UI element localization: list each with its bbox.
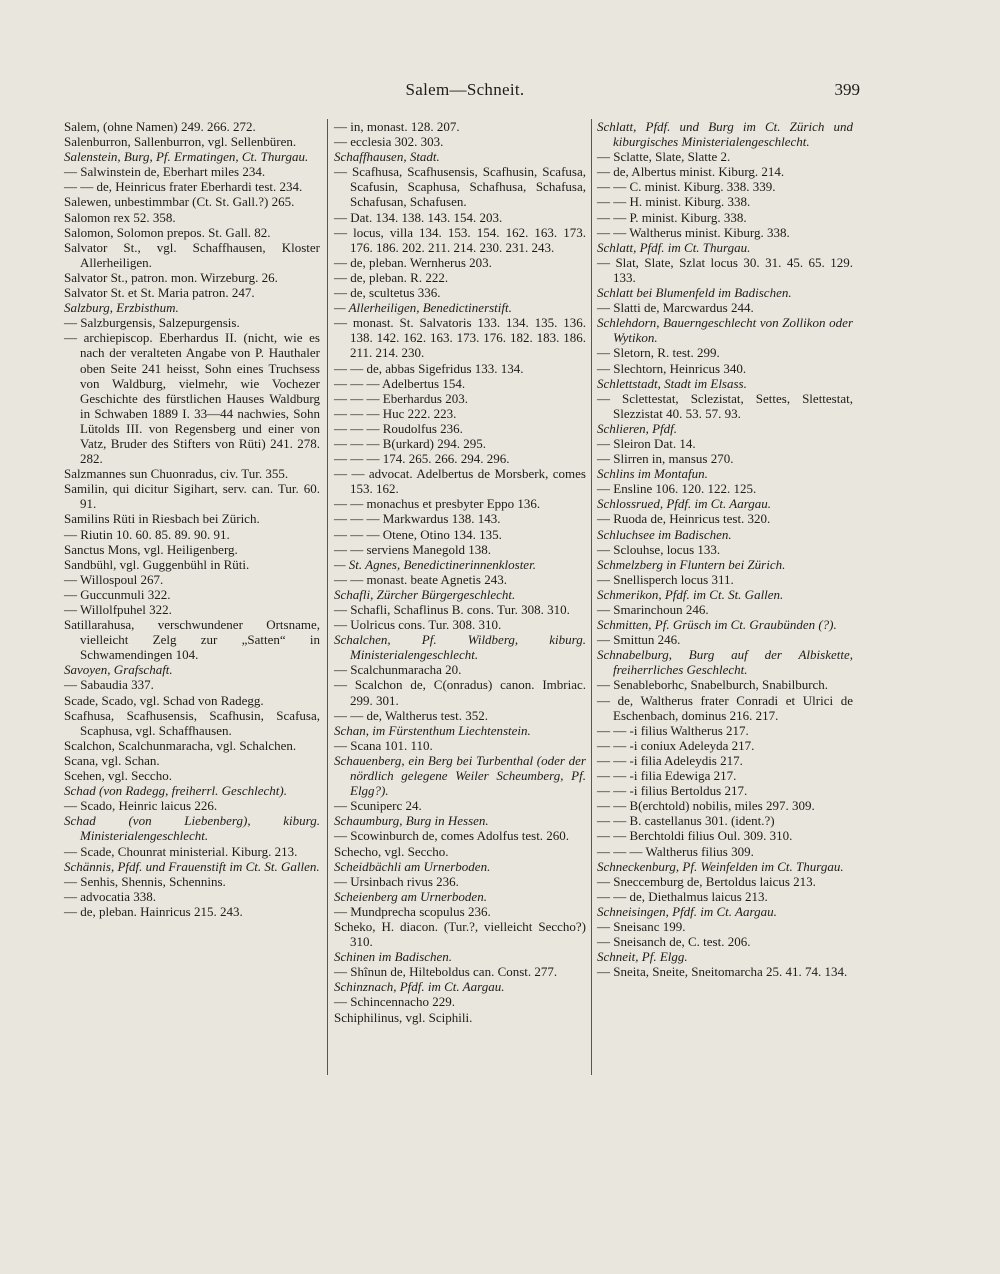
index-entry [334, 904, 586, 919]
entry-heading: Schlossrued, Pfdf. im Ct. Aargau. [597, 496, 772, 512]
index-entry [334, 1010, 586, 1025]
entry-text: — Ursinbach rivus 236. [334, 873, 459, 889]
index-entry [334, 587, 586, 602]
index-entry [334, 874, 586, 889]
index-entry [64, 677, 320, 692]
index-entry [597, 647, 853, 677]
entry-text: — Ensline 106. 120. 122. 125. [597, 481, 757, 497]
entry-text: — in, monast. 128. 207. [334, 119, 460, 134]
index-entry [334, 134, 586, 149]
index-entry [334, 723, 586, 738]
entry-text: — — de, Waltherus test. 352. [334, 707, 488, 723]
index-entry [64, 587, 320, 602]
index-entry [334, 315, 586, 360]
index-entry [597, 481, 853, 496]
entry-heading: Schneit, Pf. Elgg. [597, 949, 688, 965]
index-entry [597, 859, 853, 874]
index-entry [597, 934, 853, 949]
entry-heading: Schluchsee im Badischen. [597, 526, 732, 542]
index-entry [597, 602, 853, 617]
index-entry [64, 798, 320, 813]
entry-heading: Salenstein, Burg, Pf. Ermatingen, Ct. Thurgau. [64, 149, 309, 165]
entry-heading: Schmitten, Pf. Grüsch im Ct. Graubünden (?). [597, 617, 837, 633]
index-entry [64, 753, 320, 768]
index-entry [64, 768, 320, 783]
entry-heading: Schan, im Fürstenthum Liechtenstein. [334, 722, 531, 738]
entry-text: — — -i filius Waltherus 217. [597, 722, 749, 738]
index-entry [334, 436, 586, 451]
index-entry [597, 511, 853, 526]
index-entry [334, 496, 586, 511]
entry-text: Salvator St. et St. Maria patron. 247. [64, 285, 255, 301]
entry-text: Salvator St., patron. mon. Wirzeburg. 26. [64, 269, 278, 285]
entry-text: Satillarahusa, verschwundener Ortsname, vielleicht Zelg zur „Satten“ in Schwamendingen 104. [64, 617, 320, 663]
entry-text: — — advocat. Adelbertus de Morsberk, comes 153. 162. [334, 466, 586, 497]
entry-text: — Senableborhc, Snabelburch, Snabilburch. [597, 677, 829, 693]
index-entry [64, 889, 320, 904]
entry-text: — Smarinchoun 246. [597, 602, 709, 617]
entry-heading: Savoyen, Grafschaft. [64, 662, 173, 678]
entry-heading: Schalchen, Pf. Wildberg, kiburg. Ministerialengeschlecht. [334, 632, 586, 663]
entry-text: Scafhusa, Scafhusensis, Scafhusin, Scafusa, Scaphusa, vgl. Schaffhausen. [64, 707, 320, 738]
entry-text: — Scalchunmaracha 20. [334, 662, 462, 678]
index-entry [64, 270, 320, 285]
index-entry [64, 542, 320, 557]
entry-heading: Schauenberg, ein Berg bei Turbenthal (oder der nördlich gelegene Weiler Scheumberg, Pf. Elgg?). [334, 752, 586, 799]
index-entry [597, 391, 853, 421]
index-entry [597, 813, 853, 828]
entry-text: — Scafhusa, Scafhusensis, Scafhusin, Scafusa, Scafusin, Scaphusa, Schafhusa, Schafusa, Schafusan, Schafusen. [334, 164, 586, 210]
entry-text: Scana, vgl. Schan. [64, 752, 160, 768]
index-entry [334, 511, 586, 526]
index-entry [64, 662, 320, 677]
index-entry [597, 828, 853, 843]
index-entry [334, 753, 586, 798]
index-entry [597, 738, 853, 753]
entry-text: Sandbühl, vgl. Guggenbühl in Rüti. [64, 556, 250, 572]
index-entry [64, 164, 320, 179]
column-right [597, 119, 853, 979]
entry-text: — Schincennacho 229. [334, 994, 455, 1010]
index-entry [597, 210, 853, 225]
index-entry [334, 617, 586, 632]
index-entry [597, 693, 853, 723]
entry-heading: Schmerikon, Pfdf. im Ct. St. Gallen. [597, 586, 784, 602]
index-entry [64, 134, 320, 149]
entry-heading: Schmelzberg in Fluntern bei Zürich. [597, 556, 786, 572]
index-entry [597, 164, 853, 179]
entry-text: — — serviens Manegold 138. [334, 541, 492, 557]
entry-text: — ecclesia 302. 303. [334, 134, 444, 150]
index-entry [597, 149, 853, 164]
index-entry [597, 361, 853, 376]
entry-text: — Smittun 246. [597, 632, 681, 648]
entry-heading: — St. Agnes, Benedictinerinnenkloster. [334, 556, 536, 572]
index-entry [597, 632, 853, 647]
index-entry [597, 677, 853, 692]
entry-text: — Scade, Chounrat ministerial. Kiburg. 213. [64, 843, 298, 859]
index-entry [334, 164, 586, 209]
entry-text: — — Berchtoldi filius Oul. 309. 310. [597, 828, 793, 844]
index-entry [334, 632, 586, 662]
entry-text: — Willolfpuhel 322. [64, 602, 172, 617]
entry-heading: Schad (von Liebenberg), kiburg. Ministerialengeschlecht. [64, 813, 320, 844]
entry-text: — — B(erchtold) nobilis, miles 297. 309. [597, 798, 815, 814]
index-entry [334, 859, 586, 874]
entry-text: — — -i filia Adeleydis 217. [597, 752, 743, 768]
entry-text: — Sneita, Sneite, Sneitomarcha 25. 41. 74. 134. [597, 964, 848, 980]
entry-text: — Sclettestat, Sclezistat, Settes, Slettestat, Slezzistat 40. 53. 57. 93. [597, 390, 853, 421]
entry-heading: Schännis, Pfdf. und Frauenstift im Ct. St. Gallen. [64, 858, 320, 874]
entry-text: — — P. minist. Kiburg. 338. [597, 209, 747, 225]
index-entry [334, 270, 586, 285]
index-entry [64, 693, 320, 708]
index-entry [597, 572, 853, 587]
index-entry [597, 904, 853, 919]
entry-text: — Sneisanc 199. [597, 918, 686, 934]
index-entry [597, 557, 853, 572]
index-entry [334, 300, 586, 315]
index-entry [597, 315, 853, 345]
running-head [0, 80, 1000, 104]
entry-heading: Schneckenburg, Pf. Weinfelden im Ct. Thurgau. [597, 858, 844, 874]
index-entry [334, 285, 586, 300]
entry-heading: Salzburg, Erzbisthum. [64, 300, 179, 316]
entry-text: — Sclatte, Slate, Slatte 2. [597, 149, 731, 165]
index-entry [597, 194, 853, 209]
entry-text: — Snellisperch locus 311. [597, 571, 734, 587]
entry-text: Samilin, qui dicitur Sigihart, serv. can. Tur. 60. 91. [64, 481, 320, 512]
entry-text: — — -i coniux Adeleyda 217. [597, 737, 755, 753]
index-entry [334, 119, 586, 134]
entry-text: Salvator St., vgl. Schaffhausen, Kloster Allerheiligen. [64, 239, 320, 270]
index-entry [64, 904, 320, 919]
index-entry [64, 527, 320, 542]
index-entry [334, 451, 586, 466]
entry-heading: Scheienberg am Urnerboden. [334, 888, 487, 904]
entry-text: — Shînun de, Hilteboldus can. Const. 277. [334, 964, 558, 980]
entry-text: — — H. minist. Kiburg. 338. [597, 194, 751, 210]
index-entry [64, 602, 320, 617]
entry-heading: Schneisingen, Pfdf. im Ct. Aargau. [597, 903, 777, 919]
entry-text: — Scalchon de, C(onradus) canon. Imbriac. 299. 301. [334, 677, 586, 708]
entry-text: — Scana 101. 110. [334, 737, 433, 753]
index-entry [597, 119, 853, 149]
entry-heading: Schinen im Badischen. [334, 949, 453, 965]
column-left [64, 119, 320, 919]
entry-text: — de, pleban. Wernherus 203. [334, 254, 492, 270]
entry-text: Salomon rex 52. 358. [64, 209, 176, 225]
entry-text: — — — Roudolfus 236. [334, 420, 463, 436]
index-entry [64, 708, 320, 738]
entry-text: Salewen, unbestimmbar (Ct. St. Gall.?) 265. [64, 194, 295, 210]
index-entry [334, 376, 586, 391]
index-entry [597, 225, 853, 240]
index-entry [64, 859, 320, 874]
index-entry [334, 964, 586, 979]
entry-heading: Scheidbächli am Urnerboden. [334, 858, 491, 874]
entry-heading: Schlieren, Pfdf. [597, 420, 678, 436]
index-entry [334, 889, 586, 904]
index-entry [597, 496, 853, 511]
index-entry [334, 421, 586, 436]
entry-text: — — — Otene, Otino 134. 135. [334, 526, 502, 542]
entry-text: — Slirren in, mansus 270. [597, 451, 734, 467]
entry-text: — — B. castellanus 301. (ident.?) [597, 813, 775, 829]
index-entry [64, 874, 320, 889]
entry-text: — Scowinburch de, comes Adolfus test. 260. [334, 828, 570, 844]
index-entry [597, 587, 853, 602]
entry-text: — Sleiron Dat. 14. [597, 435, 696, 451]
entry-heading: Schlettstadt, Stadt im Elsass. [597, 375, 747, 391]
entry-text: — Guccunmuli 322. [64, 586, 171, 602]
entry-text: — — — Markwardus 138. 143. [334, 511, 501, 527]
index-entry [64, 240, 320, 270]
entry-text: Salomon, Solomon prepos. St. Gall. 82. [64, 224, 271, 240]
index-entry [334, 708, 586, 723]
entry-text: — Willospoul 267. [64, 571, 164, 587]
index-entry [64, 844, 320, 859]
index-entry [64, 285, 320, 300]
index-entry [597, 436, 853, 451]
entry-text: — Salzburgensis, Salzepurgensis. [64, 315, 240, 331]
entry-text: — — -i filius Bertoldus 217. [597, 783, 748, 799]
entry-heading: Schaffhausen, Stadt. [334, 149, 440, 165]
entry-text: — — de, Heinricus frater Eberhardi test. 234. [64, 179, 303, 195]
index-entry [334, 738, 586, 753]
entry-text: — — -i filia Edewiga 217. [597, 768, 737, 784]
index-entry [597, 466, 853, 481]
entry-text: — Scado, Heinric laicus 226. [64, 798, 218, 814]
index-entry [64, 783, 320, 798]
index-entry [334, 949, 586, 964]
index-entry [334, 466, 586, 496]
index-entry [64, 466, 320, 481]
index-entry [597, 542, 853, 557]
index-entry [64, 210, 320, 225]
index-entry [334, 225, 586, 255]
entry-text: — Uolricus cons. Tur. 308. 310. [334, 617, 502, 633]
entry-text: — — monast. beate Agnetis 243. [334, 571, 507, 587]
index-entry [597, 798, 853, 813]
index-entry [334, 979, 586, 994]
index-entry [64, 813, 320, 843]
entry-text: — Sclouhse, locus 133. [597, 541, 721, 557]
index-entry [64, 149, 320, 164]
entry-text: — — — B(urkard) 294. 295. [334, 435, 487, 451]
entry-text: — archiepiscop. Eberhardus II. (nicht, wie es nach der veralteten Angabe von P. Hauthaler oben Seite 241 heisst, Sohn eines Truchsess von Waldburg, vielmehr, wie Vochezer Geschichte des fürstlichen Hauses Waldburg in Schwaben 1889 I. 33—44 nachwies, Sohn Lütolds III. von Regensberg und einer von Vatz, Bruder des Stifters von Rüti) 241. 278. 282. [64, 330, 320, 467]
index-entry [334, 994, 586, 1009]
entry-heading: Schlins im Montafun. [597, 466, 708, 482]
entry-text: — Dat. 134. 138. 143. 154. 203. [334, 209, 503, 225]
entry-text: Salzmannes sun Chuonradus, civ. Tur. 355. [64, 466, 289, 482]
index-entry [334, 677, 586, 707]
entry-text: — Mundprecha scopulus 236. [334, 903, 491, 919]
index-entry [334, 798, 586, 813]
entry-text: — de, pleban. R. 222. [334, 269, 449, 285]
index-entry [64, 572, 320, 587]
index-entry [597, 255, 853, 285]
index-entry [64, 119, 320, 134]
entry-text: — — de, abbas Sigefridus 133. 134. [334, 360, 524, 376]
index-entry [334, 527, 586, 542]
entry-text: Scade, Scado, vgl. Schad von Radegg. [64, 692, 264, 708]
index-entry [64, 179, 320, 194]
entry-text: — — — 174. 265. 266. 294. 296. [334, 451, 510, 467]
entry-text: — Sletorn, R. test. 299. [597, 345, 720, 361]
index-entry [334, 813, 586, 828]
running-title: Salem—Schneit. [405, 80, 525, 99]
entry-heading: Schafli, Zürcher Bürgergeschlecht. [334, 586, 516, 602]
entry-text: — — C. minist. Kiburg. 338. 339. [597, 179, 776, 195]
index-entry [334, 255, 586, 270]
entry-text: Scheko, H. diacon. (Tur.?, vielleicht Seccho?) 310. [334, 918, 586, 950]
entry-text: — — — Waltherus filius 309. [597, 843, 754, 859]
entry-text: Salenburron, Sallenburron, vgl. Sellenbüren. [64, 134, 297, 150]
index-entry [334, 828, 586, 843]
index-entry [597, 285, 853, 300]
entry-heading: Schnabelburg, Burg auf der Albiskette, freiherrliches Geschlecht. [597, 647, 853, 678]
entry-text: Schecho, vgl. Seccho. [334, 843, 449, 859]
index-entry [597, 345, 853, 360]
entry-text: — de, pleban. Hainricus 215. 243. [64, 903, 243, 919]
entry-heading: Schlatt bei Blumenfeld im Badischen. [597, 285, 792, 301]
entry-text: — de, Waltherus frater Conradi et Ulrici de Eschenbach, dominus 216. 217. [597, 692, 853, 723]
entry-text: — Scuniperc 24. [334, 798, 422, 814]
entry-text: — advocatia 338. [64, 888, 157, 904]
index-entry [334, 210, 586, 225]
index-entry [64, 557, 320, 572]
index-entry [597, 527, 853, 542]
index-entry [597, 964, 853, 979]
entry-text: — Sneisanch de, C. test. 206. [597, 934, 751, 950]
entry-heading: Schlatt, Pfdf. im Ct. Thurgau. [597, 239, 751, 255]
entry-text: Salem, (ohne Namen) 249. 266. 272. [64, 119, 256, 134]
entry-text: — Sabaudia 337. [64, 677, 154, 693]
entry-text: — Sneccemburg de, Bertoldus laicus 213. [597, 873, 816, 889]
index-entry [334, 662, 586, 677]
entry-text: — Slechtorn, Heinricus 340. [597, 360, 747, 376]
index-entry [597, 844, 853, 859]
page-number: 399 [834, 80, 860, 99]
index-entry [334, 572, 586, 587]
entry-heading: Schaumburg, Burg in Hessen. [334, 813, 489, 829]
index-entry [64, 194, 320, 209]
index-entry [64, 738, 320, 753]
index-entry [64, 225, 320, 240]
index-entry [64, 511, 320, 526]
index-entry [597, 768, 853, 783]
entry-text: Schiphilinus, vgl. Sciphili. [334, 1009, 473, 1025]
entry-text: Samilins Rüti in Riesbach bei Zürich. [64, 511, 260, 527]
index-entry [334, 602, 586, 617]
index-entry [597, 240, 853, 255]
index-entry [597, 451, 853, 466]
entry-text: — — — Huc 222. 223. [334, 405, 457, 421]
entry-heading: Schad (von Radegg, freiherrl. Geschlecht). [64, 783, 287, 799]
index-entry [334, 391, 586, 406]
entry-text: — — monachus et presbyter Eppo 136. [334, 496, 541, 512]
entry-text: — — — Eberhardus 203. [334, 390, 468, 406]
index-entry [64, 315, 320, 330]
index-entry [597, 421, 853, 436]
index-entry [64, 481, 320, 511]
index-entry [334, 406, 586, 421]
index-entry [334, 542, 586, 557]
entry-text: — — Waltherus minist. Kiburg. 338. [597, 224, 790, 240]
index-entry [597, 179, 853, 194]
entry-text: — Salwinstein de, Eberhart miles 234. [64, 164, 266, 180]
entry-heading: Schlatt, Pfdf. und Burg im Ct. Zürich und kiburgisches Ministerialengeschlecht. [597, 119, 853, 150]
entry-text: — Schafli, Schaflinus B. cons. Tur. 308. 310. [334, 602, 570, 617]
entry-text: — Senhis, Shennis, Schennins. [64, 873, 226, 889]
index-entry [64, 617, 320, 662]
entry-text: — de, scultetus 336. [334, 285, 441, 301]
index-entry [597, 753, 853, 768]
entry-text: — Slat, Slate, Szlat locus 30. 31. 45. 65. 129. 133. [597, 254, 853, 285]
index-entry [597, 376, 853, 391]
index-entry [334, 557, 586, 572]
column-rule [591, 119, 592, 1075]
entry-text: — — — Adelbertus 154. [334, 375, 466, 391]
index-entry [597, 949, 853, 964]
entry-text: Sanctus Mons, vgl. Heiligenberg. [64, 541, 238, 557]
index-entry [334, 149, 586, 164]
index-entry [597, 783, 853, 798]
entry-text: — Riutin 10. 60. 85. 89. 90. 91. [64, 526, 230, 542]
entry-text: Scalchon, Scalchunmaracha, vgl. Schalchen. [64, 737, 297, 753]
index-entry [334, 361, 586, 376]
index-entry [64, 300, 320, 315]
entry-text: — de, Albertus minist. Kiburg. 214. [597, 164, 785, 180]
index-entry [597, 874, 853, 889]
entry-text: Scehen, vgl. Seccho. [64, 768, 172, 784]
column-rule [327, 119, 328, 1075]
entry-text: — Slatti de, Marcwardus 244. [597, 300, 754, 316]
entry-text: — Ruoda de, Heinricus test. 320. [597, 511, 771, 527]
entry-text: — — de, Diethalmus laicus 213. [597, 888, 768, 904]
index-entry [597, 889, 853, 904]
column-middle [334, 119, 586, 1025]
entry-heading: Schinznach, Pfdf. im Ct. Aargau. [334, 979, 505, 995]
index-entry [334, 919, 586, 949]
index-entry [597, 723, 853, 738]
index-entry [597, 300, 853, 315]
index-entry [597, 617, 853, 632]
entry-text: — monast. St. Salvatoris 133. 134. 135. 136. 138. 142. 162. 163. 173. 176. 182. 183. 186. 211. 214. 230. [334, 315, 586, 361]
entry-heading: Schlehdorn, Bauerngeschlecht von Zollikon oder Wytikon. [597, 315, 853, 346]
entry-text: — locus, villa 134. 153. 154. 162. 163. 173. 176. 186. 202. 211. 214. 230. 231. 243. [334, 224, 586, 255]
index-entry [597, 919, 853, 934]
index-entry [334, 844, 586, 859]
entry-heading: — Allerheiligen, Benedictinerstift. [334, 300, 512, 316]
index-entry [64, 330, 320, 466]
